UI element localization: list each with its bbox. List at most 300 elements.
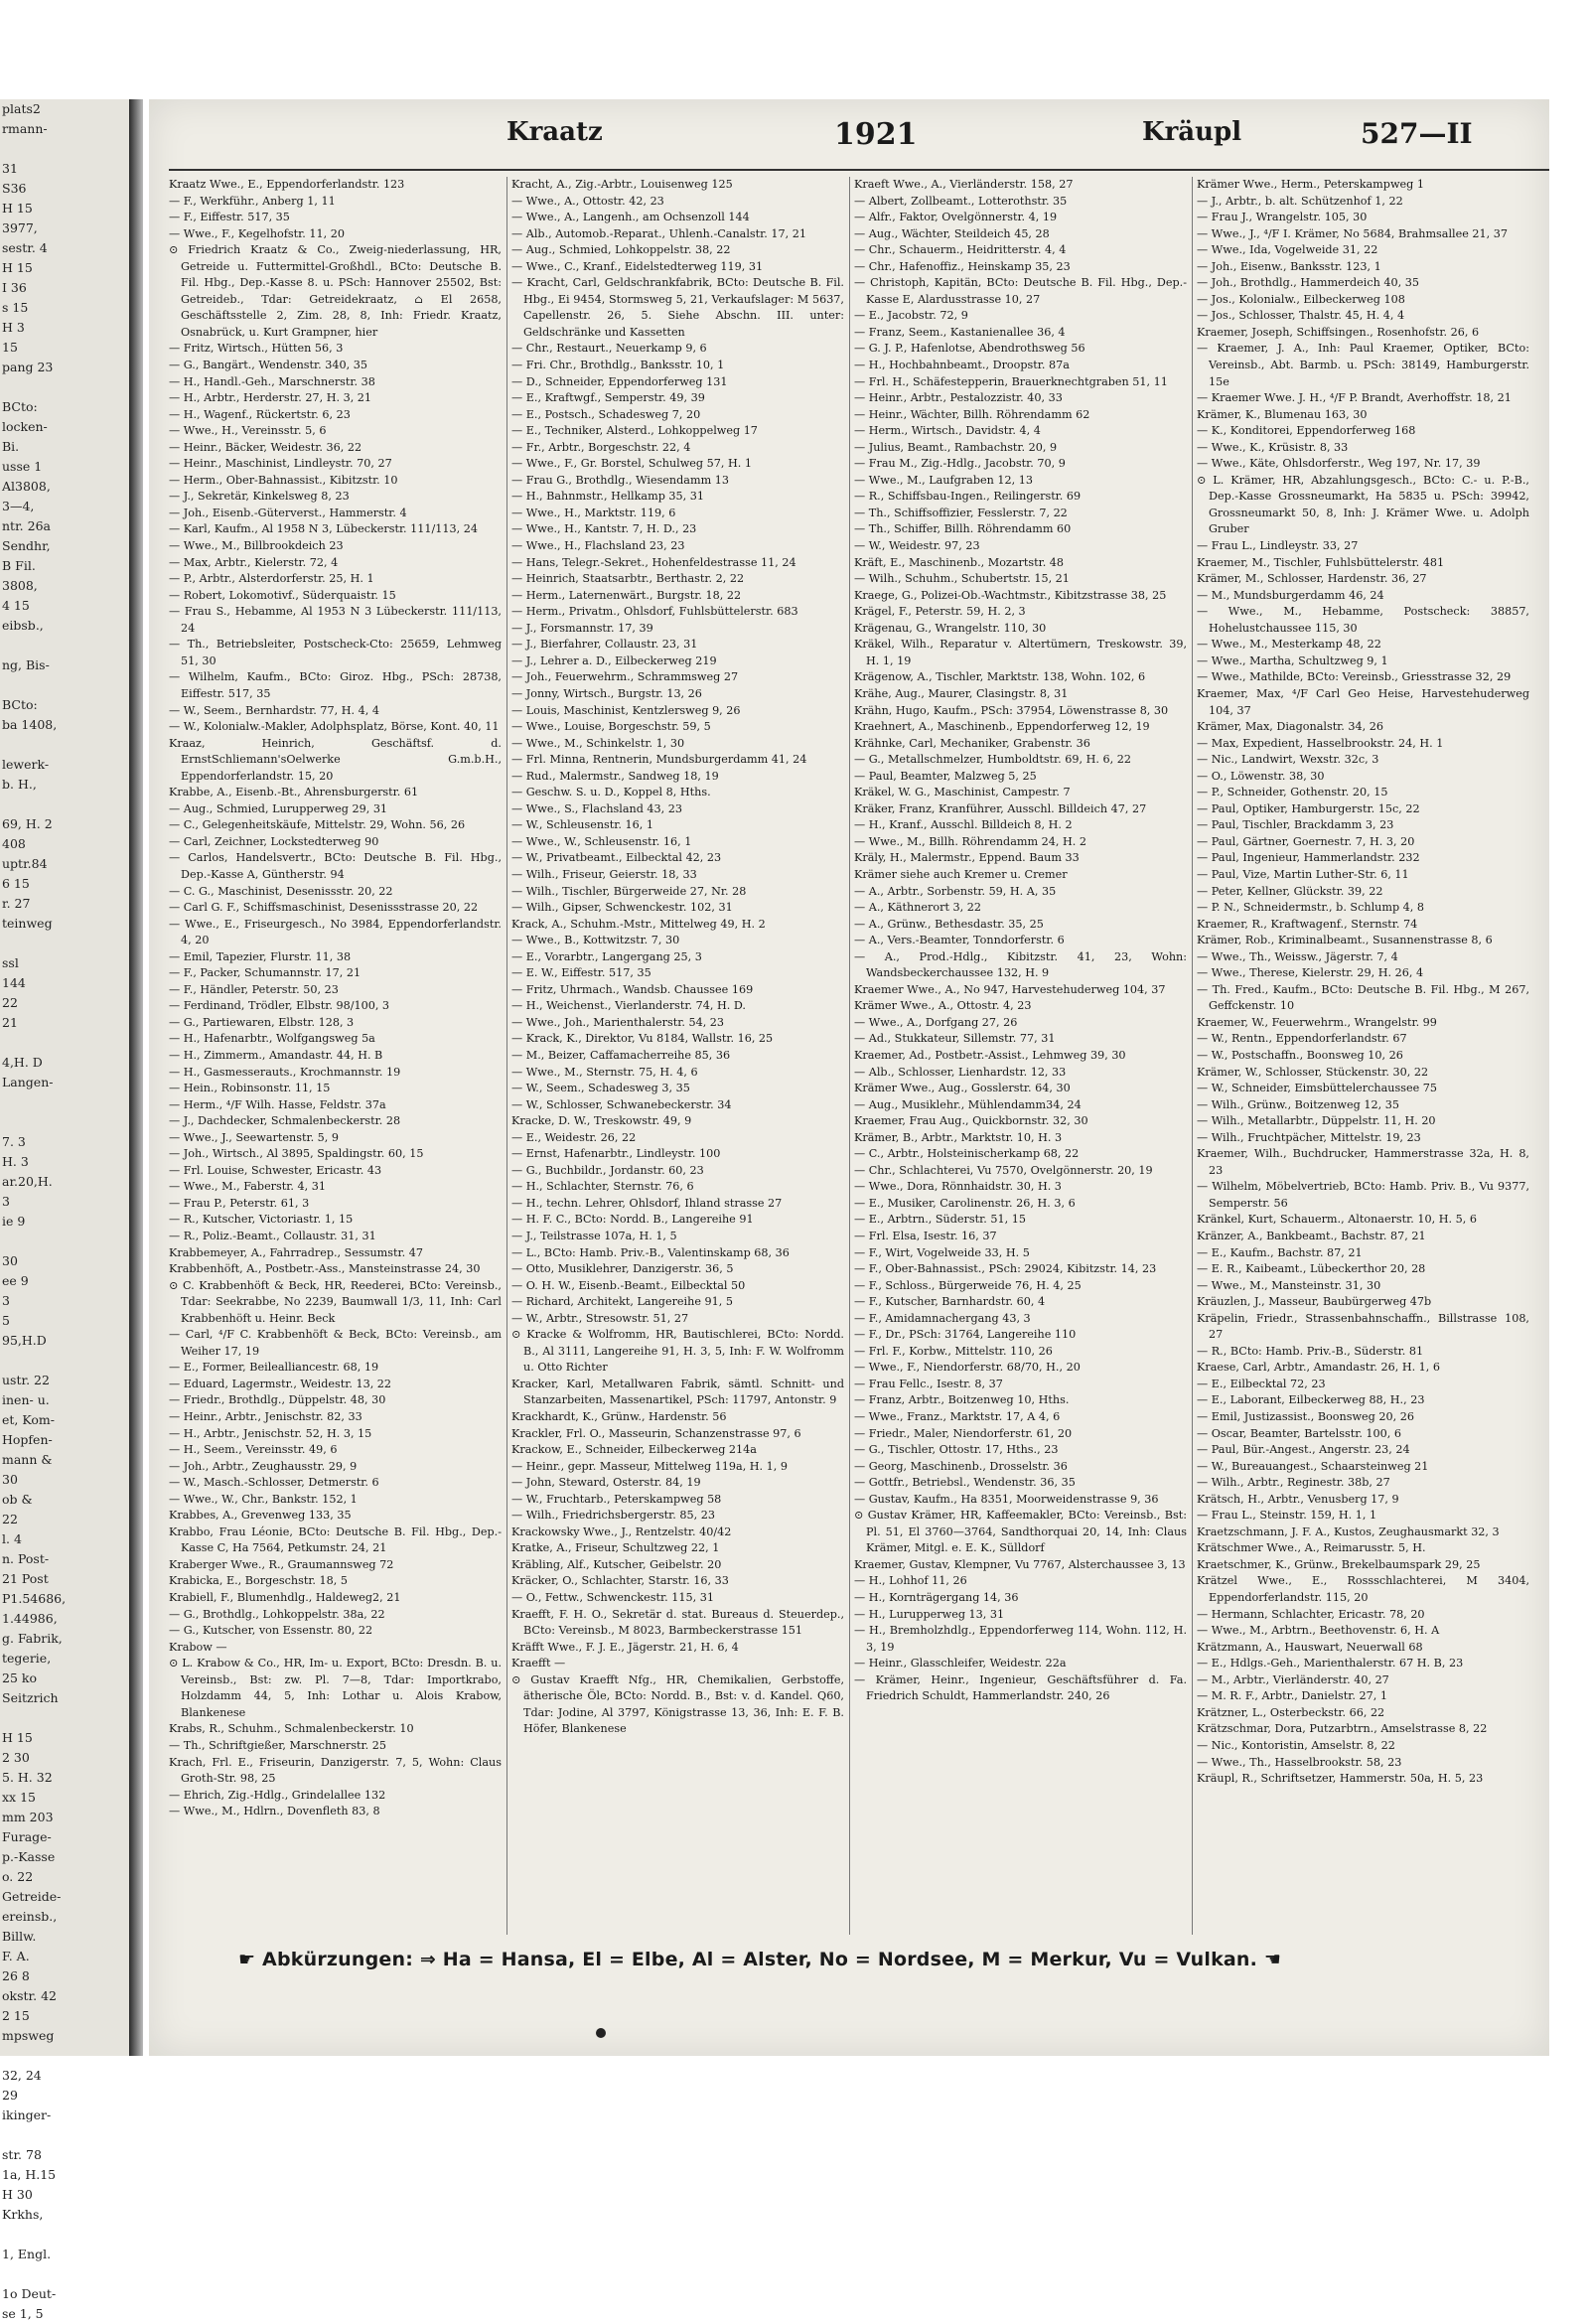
margin-fragment: uptr.84	[2, 856, 48, 871]
directory-entry: — Louis, Maschinist, Kentzlersweg 9, 26	[511, 703, 741, 717]
directory-entry: — Herm., ⁴/F Wilh. Hasse, Feldstr. 37a	[169, 1097, 386, 1111]
margin-fragment: 3977,	[2, 220, 38, 235]
directory-entry: — Fr., Arbtr., Borgeschstr. 22, 4	[511, 440, 691, 454]
margin-fragment: l. 4	[2, 1531, 22, 1546]
margin-fragment: p.-Kasse	[2, 1849, 56, 1864]
directory-entry: — W., Masch.-Schlosser, Detmerstr. 6	[169, 1476, 379, 1490]
margin-fragment: P1.54686,	[2, 1591, 67, 1606]
directory-entry: — Peter, Kellner, Glückstr. 39, 22	[1197, 884, 1383, 898]
directory-entry: — Wwe., M., Mansteinstr. 31, 30	[1197, 1278, 1381, 1292]
directory-entry: — J., Sekretär, Kinkelsweg 8, 23	[169, 490, 350, 504]
directory-entry: — C., Gelegenheitskäufe, Mittelstr. 29, Wohn. 56, 26	[169, 818, 466, 832]
directory-entry: — Wwe., A., Dorfgang 27, 26	[854, 1015, 1018, 1029]
header-year: 1921	[834, 117, 918, 152]
margin-fragment: H 15	[2, 260, 33, 275]
directory-entry: — Frau L., Steinstr. 159, H. 1, 1	[1197, 1509, 1377, 1523]
directory-entry: — H., Arbtr., Jenischstr. 52, H. 3, 15	[169, 1426, 372, 1440]
margin-fragment: et, Kom-	[2, 1412, 55, 1427]
margin-fragment: Getreide-	[2, 1889, 62, 1904]
directory-entry: Kräkel, W. G., Maschinist, Campestr. 7	[854, 786, 1071, 799]
directory-entry: — H., Weichenst., Vierlanderstr. 74, H. D.	[511, 999, 746, 1013]
directory-entry: — W., Fruchtarb., Peterskampweg 58	[511, 1492, 722, 1506]
directory-entry: — E., Techniker, Alsterd., Lohkoppelweg 17	[511, 424, 758, 438]
directory-entry: — M. R. F., Arbtr., Danielstr. 27, 1	[1197, 1689, 1387, 1703]
directory-entry: — P., Arbtr., Alsterdorferstr. 25, H. 1	[169, 572, 374, 586]
margin-fragment: usse 1	[2, 459, 43, 474]
column-3	[854, 177, 1187, 1935]
directory-entry: — Wwe., Franz., Marktstr. 17, A 4, 6	[854, 1410, 1061, 1424]
directory-entry: Krackow, E., Schneider, Eilbeckerweg 214a	[511, 1443, 757, 1457]
margin-fragment: o. 22	[2, 1869, 34, 1884]
directory-entry: — Julius, Beamt., Rambachstr. 20, 9	[854, 440, 1058, 454]
directory-entry: — E., Hdlgs.-Geh., Marienthalerstr. 67 H. B, 23	[1197, 1657, 1464, 1670]
directory-entry: Krätschmer Wwe., A., Reimarusstr. 5, H.	[1197, 1541, 1426, 1555]
margin-fragment: tegerie,	[2, 1651, 52, 1666]
directory-entry: — Gustav, Kaufm., Ha 8351, Moorweidenstrasse 9, 36	[854, 1492, 1159, 1506]
margin-fragment	[0, 2125, 129, 2145]
directory-entry: — H., Wagenf., Rückertstr. 6, 23	[169, 407, 351, 421]
margin-fragment: F. A.	[2, 1949, 30, 1963]
directory-entry: — Wwe., Martha, Schultzweg 9, 1	[1197, 654, 1388, 667]
directory-entry: — Georg, Maschinenb., Drosselstr. 36	[854, 1459, 1068, 1473]
directory-entry: Krämer, K., Blumenau 163, 30	[1197, 407, 1368, 421]
directory-entry: — E., Kraftwgf., Semperstr. 49, 39	[511, 391, 705, 405]
directory-entry: — Gottfr., Betriebsl., Wendenstr. 36, 35	[854, 1476, 1076, 1490]
margin-fragment: Furage-	[2, 1829, 52, 1844]
directory-entry: — Chr., Schauerm., Heidritterstr. 4, 4	[854, 243, 1067, 257]
column-divider	[849, 177, 850, 1935]
directory-entry: — G., Partiewaren, Elbstr. 128, 3	[169, 1015, 355, 1029]
directory-entry: — Kraemer, J. A., Inh: Paul Kraemer, Optiker, BCto: Vereinsb., Abt. Barmb. u. PSch: 38149, Hamburgerstr. 15e	[1197, 342, 1529, 388]
margin-fragment: 22	[2, 995, 18, 1010]
directory-entry: — Frau P., Peterstr. 61, 3	[169, 1196, 310, 1210]
directory-entry: — G., Tischler, Ottostr. 17, Hths., 23	[854, 1443, 1059, 1457]
directory-entry: Kratke, A., Friseur, Schultzweg 22, 1	[511, 1541, 720, 1555]
directory-entry: — Jos., Kolonialw., Eilbeckerweg 108	[1197, 292, 1405, 306]
margin-fragment	[0, 2264, 129, 2284]
header-rule	[169, 169, 1549, 171]
directory-entry: — W., Weidestr. 97, 23	[854, 539, 980, 553]
directory-entry: Krämer Wwe., Herm., Peterskampweg 1	[1197, 178, 1424, 191]
directory-entry: — Nic., Kontoristin, Amselstr. 8, 22	[1197, 1738, 1395, 1752]
directory-entry: — C., Arbtr., Holsteinischerkamp 68, 22	[854, 1147, 1080, 1161]
margin-fragment	[0, 377, 129, 397]
directory-entry: Kräly, H., Malermstr., Eppend. Baum 33	[854, 851, 1080, 865]
directory-entry: — Carl, Zeichner, Lockstedterweg 90	[169, 834, 379, 848]
directory-entry: — E. R., Kaibeamt., Lübeckerthor 20, 28	[1197, 1262, 1426, 1276]
directory-entry: Krack, A., Schuhm.-Mstr., Mittelweg 49, H. 2	[511, 917, 766, 931]
directory-entry: — O. H. W., Eisenb.-Beamt., Eilbecktal 50	[511, 1278, 746, 1292]
directory-entry: — Wilh., Friseur, Geierstr. 18, 33	[511, 867, 697, 881]
directory-entry: — Hein., Robinsonstr. 11, 15	[169, 1082, 331, 1095]
directory-entry: — Frl. F., Korbw., Mittelstr. 110, 26	[854, 1344, 1053, 1358]
directory-entry: Krähnke, Carl, Mechaniker, Grabenstr. 36	[854, 736, 1090, 750]
directory-entry: — Wwe., Therese, Kielerstr. 29, H. 26, 4	[1197, 966, 1424, 980]
directory-entry: — Frau S., Hebamme, Al 1953 N 3 Lübeckerstr. 111/113, 24	[169, 605, 502, 635]
directory-entry: — Heinr., gepr. Masseur, Mittelweg 119a, H. 1, 9	[511, 1459, 789, 1473]
margin-fragment: I 36	[2, 280, 27, 295]
directory-entry: — Paul, Ingenieur, Hammerlandstr. 232	[1197, 851, 1420, 865]
directory-entry: ⊙ C. Krabbenhöft & Beck, HR, Reederei, BCto: Vereinsb., Tdar: Seekrabbe, No 2239, Baumwall 1/3, 11, Inh: Carl Krabbenhöft u. Heinr. Beck	[169, 1278, 502, 1325]
margin-fragment: 408	[2, 836, 26, 851]
margin-fragment: 5. H. 32	[2, 1770, 53, 1785]
directory-entry: — A., Käthnerort 3, 22	[854, 901, 981, 915]
directory-entry: — G., Buchbildr., Jordanstr. 60, 23	[511, 1163, 704, 1177]
directory-entry: — R., Schiffsbau-Ingen., Reilingerstr. 69	[854, 490, 1082, 504]
directory-entry: Kräupl, R., Schriftsetzer, Hammerstr. 50a, H. 5, 23	[1197, 1772, 1484, 1786]
directory-entry: — Wilh., Schuhm., Schubertstr. 15, 21	[854, 572, 1070, 586]
margin-fragment: 29	[2, 2088, 18, 2103]
directory-entry: Krämer siehe auch Kremer u. Cremer	[854, 867, 1068, 881]
directory-entry: — Joh., Wirtsch., Al 3895, Spaldingstr. 60, 15	[169, 1147, 424, 1161]
directory-entry: — G., Kutscher, von Essenstr. 80, 22	[169, 1624, 373, 1638]
directory-entry: ⊙ Friedrich Kraatz & Co., Zweig-niederlassung, HR, Getreide u. Futtermittel-Großhdl., BCto: Deutsche B. Fil. Hbg., Dep.-Kasse 8. u. PSch: Hannover 25502, Bst: Getreideb., Tdar: Getreidekraatz, ⌂ El 2658, Geschäftsstelle 2, Zim. 28, 8, Inh: Friedr. Kraatz, Osnabrück, u. Kurt Grampner, hier	[169, 243, 502, 339]
directory-entry: — Th., Schiffer, Billh. Röhrendamm 60	[854, 522, 1072, 536]
directory-entry: Kracker, Karl, Metallwaren Fabrik, sämtl. Schnitt- und Stanzarbeiten, Massenartikel, PSch: 11797, Antonstr. 9	[511, 1377, 844, 1407]
directory-entry: Kraege, G., Polizei-Ob.-Wachtmstr., Kibitzstrasse 38, 25	[854, 588, 1167, 602]
directory-entry: — J., Lehrer a. D., Eilbeckerweg 219	[511, 654, 717, 667]
directory-entry: — Eduard, Lagermstr., Weidestr. 13, 22	[169, 1377, 392, 1390]
header-first-entry: Kraatz	[506, 117, 603, 147]
directory-entry: — Joh., Brothdlg., Hammerdeich 40, 35	[1197, 276, 1419, 290]
abbreviation-legend: ☛ Abkürzungen: ⇒ Ha = Hansa, El = Elbe, Al = Alster, No = Nordsee, M = Merkur, Vu = Vulkan. ☚	[238, 1949, 1282, 1970]
directory-entry: — E., Laborant, Eilbeckerweg 88, H., 23	[1197, 1393, 1425, 1407]
directory-entry: — Krämer, Heinr., Ingenieur, Geschäftsführer d. Fa. Friedrich Schuldt, Hammerlandstr. 240, 26	[854, 1672, 1187, 1703]
margin-fragment: 2 15	[2, 2008, 30, 2023]
margin-fragment: Sendhr,	[2, 538, 51, 553]
directory-entry: — F., Werkführ., Anberg 1, 11	[169, 194, 336, 208]
margin-fragment	[0, 139, 129, 159]
directory-entry: Kräft, E., Maschinenb., Mozartstr. 48	[854, 555, 1065, 569]
directory-entry: — Aug., Schmied, Lohkoppelstr. 38, 22	[511, 243, 731, 257]
directory-entry: — Wilh., Fruchtpächer, Mittelstr. 19, 23	[1197, 1130, 1421, 1144]
directory-entry: Krämer Wwe., Aug., Gosslerstr. 64, 30	[854, 1082, 1071, 1095]
column-2	[511, 177, 844, 1935]
directory-entry: — G., Brothdlg., Lohkoppelstr. 38a, 22	[169, 1607, 385, 1621]
directory-entry: — F., Wirt, Vogelweide 33, H. 5	[854, 1245, 1030, 1259]
directory-entry: — Chr., Schlachterei, Vu 7570, Ovelgönnerstr. 20, 19	[854, 1163, 1153, 1177]
margin-fragment: n. Post-	[2, 1551, 50, 1566]
margin-fragment: mpsweg	[2, 2028, 55, 2043]
directory-entry: — Wwe., K., Krüsistr. 8, 33	[1197, 440, 1349, 454]
margin-fragment: 144	[2, 975, 26, 990]
directory-entry: — Jonny, Wirtsch., Burgstr. 13, 26	[511, 686, 702, 700]
directory-entry: — Wwe., Dora, Rönnhaidstr. 30, H. 3	[854, 1180, 1062, 1194]
directory-entry: — E., Eilbecktal 72, 23	[1197, 1377, 1326, 1390]
directory-entry: — Friedr., Brothdlg., Düppelstr. 48, 30	[169, 1393, 386, 1407]
margin-fragment: BCto:	[2, 399, 38, 414]
margin-fragment: BCto:	[2, 697, 38, 712]
margin-fragment: 1, Engl.	[2, 2247, 52, 2261]
directory-entry: Kraaz, Heinrich, Geschäftsf. d. ErnstSchliemann'sOelwerke G.m.b.H., Eppendorferlandstr. 15, 20	[169, 736, 502, 783]
directory-entry: — Herm., Laternenwärt., Burgstr. 18, 22	[511, 588, 742, 602]
directory-entry: Kraemer, Ad., Postbetr.-Assist., Lehmweg 39, 30	[854, 1048, 1126, 1062]
directory-entry: — Krack, K., Direktor, Vu 8184, Wallstr. 16, 25	[511, 1032, 774, 1046]
directory-entry: — Nic., Landwirt, Wexstr. 32c, 3	[1197, 753, 1379, 767]
directory-entry: — Paul, Bür.-Angest., Angerstr. 23, 24	[1197, 1443, 1410, 1457]
directory-entry: — F., Packer, Schumannstr. 17, 21	[169, 966, 361, 980]
directory-entry: — Wwe., F., Gr. Borstel, Schulweg 57, H. 1	[511, 457, 752, 471]
directory-entry: — Wilhelm, Kaufm., BCto: Giroz. Hbg., PSch: 28738, Eiffestr. 517, 35	[169, 670, 502, 700]
directory-entry: Krackhardt, K., Grünw., Hardenstr. 56	[511, 1410, 727, 1424]
directory-entry: Kraetzschmann, J. F. A., Kustos, Zeughausmarkt 32, 3	[1197, 1525, 1500, 1538]
directory-entry: — H., Schlachter, Sternstr. 76, 6	[511, 1180, 694, 1194]
margin-fragment: ssl	[2, 955, 19, 970]
directory-entry: — Aug., Musiklehr., Mühlendamm34, 24	[854, 1097, 1082, 1111]
directory-entry: ⊙ L. Krabow & Co., HR, Im- u. Export, BCto: Dresdn. B. u. Vereinsb., Bst: zw. Pl. 7—8, Tdar: Importkrabo, Holzdamm 44, 5, Inh: Lothar u. Alois Krabow, Blankenese	[169, 1657, 502, 1719]
directory-entry: — Wwe., H., Vereinsstr. 5, 6	[169, 424, 327, 438]
directory-entry: — J., Forsmannstr. 17, 39	[511, 621, 653, 635]
margin-fragment	[0, 636, 129, 655]
directory-entry: — Wilh., Metallarbtr., Düppelstr. 11, H. 20	[1197, 1114, 1436, 1128]
directory-entry: — Wwe., M., Arbtrn., Beethovenstr. 6, H. A	[1197, 1624, 1440, 1638]
header-last-entry: Kräupl	[1142, 117, 1242, 147]
directory-entry: — Fri. Chr., Brothdlg., Banksstr. 10, 1	[511, 359, 725, 372]
margin-fragment	[0, 735, 129, 755]
directory-entry: — H., Bahnmstr., Hellkamp 35, 31	[511, 490, 704, 504]
margin-fragment: 95,H.D	[2, 1333, 47, 1348]
margin-fragment: s 15	[2, 300, 29, 315]
directory-entry: — Wwe., W., Chr., Bankstr. 152, 1	[169, 1492, 358, 1506]
directory-entry: — H., Kornträgergang 14, 36	[854, 1591, 1019, 1605]
directory-entry: — Albert, Zollbeamt., Lotterothstr. 35	[854, 194, 1068, 208]
directory-entry: — Ad., Stukkateur, Sillemstr. 77, 31	[854, 1032, 1056, 1046]
directory-entry: — H., Kranf., Ausschl. Billdeich 8, H. 2	[854, 818, 1073, 832]
directory-entry: — Franz, Arbtr., Boitzenweg 10, Hths.	[854, 1393, 1070, 1407]
margin-fragment: teinweg	[2, 916, 53, 931]
directory-entry: Kraemer, W., Feuerwehrm., Wrangelstr. 99	[1197, 1015, 1437, 1029]
margin-fragment: ie 9	[2, 1214, 26, 1229]
directory-entry: — Wwe., W., Schleusenstr. 16, 1	[511, 834, 692, 848]
directory-entry: — Wwe., Käte, Ohlsdorferstr., Weg 197, Nr. 17, 39	[1197, 457, 1481, 471]
margin-fragment: 2 30	[2, 1750, 30, 1765]
margin-fragment: 3	[2, 1194, 10, 1209]
margin-fragment: r. 27	[2, 896, 31, 911]
margin-fragment: ar.20,H.	[2, 1174, 53, 1189]
directory-entry: — A., Prod.-Hdlg., Kibitzstr. 41, 23, Wohn: Wandsbeckerchaussee 132, H. 9	[854, 949, 1187, 980]
directory-entry: — E., Postsch., Schadesweg 7, 20	[511, 407, 701, 421]
directory-entry: — W., Schleusenstr. 16, 1	[511, 818, 653, 832]
directory-entry: — H., Hafenarbtr., Wolfgangsweg 5a	[169, 1032, 375, 1046]
directory-entry: — Wwe., C., Kranf., Eidelstedterweg 119, 31	[511, 259, 764, 273]
directory-entry: — F., Schloss., Bürgerweide 76, H. 4, 25	[854, 1278, 1082, 1292]
margin-fragment: ikinger-	[2, 2107, 52, 2122]
directory-entry: — E., Musiker, Carolinenstr. 26, H. 3, 6	[854, 1196, 1076, 1210]
directory-entry: — A., Grünw., Bethesdastr. 35, 25	[854, 917, 1044, 931]
directory-entry: Kraemer, Joseph, Schiffsingen., Rosenhofstr. 26, 6	[1197, 325, 1480, 339]
margin-fragment: ntr. 26a	[2, 518, 51, 533]
directory-entry: — Joh., Eisenw., Banksstr. 123, 1	[1197, 259, 1381, 273]
margin-fragment: 22	[2, 1512, 18, 1526]
margin-fragment	[0, 1033, 129, 1053]
directory-entry: — Wwe., M., Billbrookdeich 23	[169, 539, 344, 553]
directory-entry: — J., Dachdecker, Schmalenbeckerstr. 28	[169, 1114, 401, 1128]
directory-entry: — Wwe., Ida, Vogelweide 31, 22	[1197, 243, 1378, 257]
directory-entry: — Paul, Gärtner, Goernestr. 7, H. 3, 20	[1197, 834, 1415, 848]
margin-fragment	[0, 1708, 129, 1728]
directory-entry: — Joh., Arbtr., Zeughausstr. 29, 9	[169, 1459, 358, 1473]
margin-fragment: 30	[2, 1253, 18, 1268]
column-divider	[1192, 177, 1193, 1935]
directory-entry: — Otto, Musiklehrer, Danzigerstr. 36, 5	[511, 1262, 734, 1276]
directory-entry: — Frau J., Wrangelstr. 105, 30	[1197, 211, 1368, 224]
directory-entry: — Wwe., F., Niendorferstr. 68/70, H., 20	[854, 1361, 1081, 1375]
directory-entry: Krabbemeyer, A., Fahrradrep., Sessumstr. 47	[169, 1245, 423, 1259]
directory-entry: Kräcker, O., Schlachter, Starstr. 16, 33	[511, 1574, 729, 1588]
directory-entry: — E., Vorarbtr., Langergang 25, 3	[511, 949, 702, 963]
directory-entry: — F., Kutscher, Barnhardstr. 60, 4	[854, 1295, 1046, 1309]
directory-entry: — O., Löwenstr. 38, 30	[1197, 769, 1325, 783]
margin-fragment: inen- u.	[2, 1392, 50, 1407]
directory-entry: Krägenow, A., Tischler, Marktstr. 138, Wohn. 102, 6	[854, 670, 1146, 684]
directory-entry: Kracke, D. W., Treskowstr. 49, 9	[511, 1114, 692, 1128]
directory-entry: — G. J. P., Hafenlotse, Abendrothsweg 56	[854, 342, 1085, 356]
directory-entry: Kraefft, F. H. O., Sekretär d. stat. Bureaus d. Steuerdep., BCto: Vereinsb., M 8023, Barmbeckerstrasse 151	[511, 1607, 844, 1638]
directory-entry: — Fritz, Wirtsch., Hütten 56, 3	[169, 342, 344, 356]
adjacent-page-fragment	[0, 99, 129, 2321]
margin-fragment: B Fil.	[2, 558, 36, 573]
directory-entry: — Frl. H., Schäfestepperin, Brauerknechtgraben 51, 11	[854, 374, 1168, 388]
directory-entry: — M., Beizer, Caffamacherreihe 85, 36	[511, 1048, 731, 1062]
directory-entry: Kräbling, Alf., Kutscher, Geibelstr. 20	[511, 1557, 722, 1571]
directory-entry: — Wwe., H., Marktstr. 119, 6	[511, 506, 676, 519]
directory-entry: — Wwe., Louise, Borgeschstr. 59, 5	[511, 720, 711, 734]
directory-entry: — Robert, Lokomotivf., Süderquaistr. 15	[169, 588, 396, 602]
margin-fragment: Langen-	[2, 1075, 54, 1089]
margin-fragment: ereinsb.,	[2, 1909, 58, 1924]
margin-fragment	[0, 2225, 129, 2245]
directory-entry: — Wwe., Mathilde, BCto: Vereinsb., Griesstrasse 32, 29	[1197, 670, 1512, 684]
directory-entry: — Jos., Schlosser, Thalstr. 45, H. 4, 4	[1197, 309, 1405, 323]
directory-entry: — Joh., Feuerwehrm., Schrammsweg 27	[511, 670, 739, 684]
margin-fragment: locken-	[2, 419, 48, 434]
directory-entry: — Paul, Beamter, Malzweg 5, 25	[854, 769, 1037, 783]
margin-fragment: H 15	[2, 1730, 33, 1745]
directory-entry: — Wwe., H., Flachsland 23, 23	[511, 539, 685, 553]
directory-entry: Krägenau, G., Wrangelstr. 110, 30	[854, 621, 1047, 635]
directory-entry: — E., Kaufm., Bachstr. 87, 21	[1197, 1245, 1363, 1259]
margin-fragment	[0, 934, 129, 953]
directory-entry: Krämer, W., Schlosser, Stückenstr. 30, 22	[1197, 1065, 1429, 1079]
directory-entry: Krätzmann, A., Hauswart, Neuerwall 68	[1197, 1640, 1423, 1654]
directory-entry: — H., Gasmesserauts., Krochmannstr. 19	[169, 1065, 401, 1079]
directory-entry: — Th., Schiffsoffizier, Fesslerstr. 7, 22	[854, 506, 1068, 519]
directory-entry: — H. F. C., BCto: Nordd. B., Langereihe 91	[511, 1213, 754, 1227]
margin-fragment: xx 15	[2, 1790, 36, 1805]
directory-entry: — Wwe., Th., Hasselbrookstr. 58, 23	[1197, 1755, 1402, 1769]
scan-top-margin	[0, 0, 1589, 56]
directory-entry: — Ferdinand, Trödler, Elbstr. 98/100, 3	[169, 999, 390, 1013]
directory-entry: Kraese, Carl, Arbtr., Amandastr. 26, H. 1, 6	[1197, 1361, 1441, 1375]
page-number: 527—II	[1361, 117, 1473, 150]
margin-fragment: 7. 3	[2, 1134, 26, 1149]
directory-entry: Kraeft Wwe., A., Vierländerstr. 158, 27	[854, 178, 1074, 191]
directory-entry: — Frau G., Brothdlg., Wiesendamm 13	[511, 473, 729, 487]
directory-entry: — Wwe., E., Friseurgesch., No 3984, Eppendorferlandstr. 4, 20	[169, 917, 502, 947]
directory-entry: — Heinr., Bäcker, Weidestr. 36, 22	[169, 440, 362, 454]
margin-fragment: 1a, H.15	[2, 2167, 57, 2182]
directory-entry: — Wwe., M., Schinkelstr. 1, 30	[511, 736, 685, 750]
margin-fragment: ba 1408,	[2, 717, 58, 732]
directory-entry: — Wwe., H., Kantstr. 7, H. D., 23	[511, 522, 697, 536]
directory-entry: — Carl G. F., Schiffsmaschinist, Desenissstrasse 20, 22	[169, 901, 479, 915]
margin-fragment: 25 ko	[2, 1670, 37, 1685]
margin-fragment: 1.44986,	[2, 1611, 58, 1626]
directory-entry: — Wwe., Joh., Marienthalerstr. 54, 23	[511, 1015, 725, 1029]
directory-entry: — Aug., Wächter, Steildeich 45, 28	[854, 226, 1050, 240]
directory-entry: — W., Schlosser, Schwanebeckerstr. 34	[511, 1097, 732, 1111]
directory-entry: Krätzel Wwe., E., Rossschlachterei, M 3404, Eppendorferlandstr. 115, 20	[1197, 1574, 1529, 1605]
directory-entry: Kraemer, Max, ⁴/F Carl Geo Heise, Harvestehuderweg 104, 37	[1197, 686, 1529, 717]
directory-entry: — Fritz, Uhrmach., Wandsb. Chaussee 169	[511, 982, 754, 996]
directory-entry: — F., Eiffestr. 517, 35	[169, 211, 290, 224]
directory-entry: — H., techn. Lehrer, Ohlsdorf, Ihland strasse 27	[511, 1196, 783, 1210]
directory-entry: Kräker, Franz, Kranführer, Ausschl. Billdeich 47, 27	[854, 801, 1147, 815]
directory-entry: — Emil, Tapezier, Flurstr. 11, 38	[169, 949, 352, 963]
directory-entry: — Wwe., F., Kegelhofstr. 11, 20	[169, 226, 345, 240]
directory-entry: — C. G., Maschinist, Desenissstr. 20, 22	[169, 884, 393, 898]
directory-entry: — Herm., Privatm., Ohlsdorf, Fuhlsbüttelerstr. 683	[511, 605, 798, 619]
directory-entry: — W., Kolonialw.-Makler, Adolphsplatz, Börse, Kont. 40, 11	[169, 720, 500, 734]
directory-entry: — Herm., Wirtsch., Davidstr. 4, 4	[854, 424, 1041, 438]
directory-entry: — Alfr., Faktor, Ovelgönnerstr. 4, 19	[854, 211, 1058, 224]
directory-entry: — Wwe., M., Mesterkamp 48, 22	[1197, 638, 1381, 652]
directory-entry: Krabbes, A., Grevenweg 133, 35	[169, 1509, 352, 1523]
margin-fragment	[0, 675, 129, 695]
directory-entry: Krackowsky Wwe., J., Rentzelstr. 40/42	[511, 1525, 732, 1538]
directory-entry: Kracht, A., Zig.-Arbtr., Louisenweg 125	[511, 178, 733, 191]
margin-fragment: 5	[2, 1313, 10, 1328]
directory-entry: — M., Mundsburgerdamm 46, 24	[1197, 588, 1384, 602]
margin-fragment	[0, 2046, 129, 2066]
directory-entry: Kraehnert, A., Maschinenb., Eppendorferweg 12, 19	[854, 720, 1150, 734]
margin-fragment: 6 15	[2, 876, 30, 891]
directory-entry: — Friedr., Maler, Niendorferstr. 61, 20	[854, 1426, 1073, 1440]
margin-fragment: okstr. 42	[2, 1988, 57, 2003]
directory-entry: — Wwe., B., Kottwitzstr. 7, 30	[511, 934, 680, 947]
directory-entry: Kraemer, R., Kraftwagenf., Sternstr. 74	[1197, 917, 1418, 931]
margin-fragment: ng, Bis-	[2, 657, 50, 672]
directory-entry: — Frl. Minna, Rentnerin, Mundsburgerdamm 41, 24	[511, 753, 807, 767]
directory-entry: — Th. Fred., Kaufm., BCto: Deutsche B. Fil. Hbg., M 267, Geffckenstr. 10	[1197, 982, 1529, 1013]
directory-entry: Kraatz Wwe., E., Eppendorferlandstr. 123	[169, 178, 405, 191]
margin-fragment: 69, H. 2	[2, 816, 53, 831]
directory-entry: — H., Lurupperweg 13, 31	[854, 1607, 1005, 1621]
directory-entry: — Wwe., A., Langenh., am Ochsenzoll 144	[511, 211, 750, 224]
directory-entry: — M., Arbtr., Vierländerstr. 40, 27	[1197, 1672, 1389, 1686]
directory-entry: — Emil, Justizassist., Boonsweg 20, 26	[1197, 1410, 1414, 1424]
directory-entry: — R., BCto: Hamb. Priv.-B., Süderstr. 81	[1197, 1344, 1424, 1358]
directory-entry: — W., Rentn., Eppendorferlandstr. 67	[1197, 1032, 1407, 1046]
column-divider	[506, 177, 507, 1935]
directory-entry: — Aug., Schmied, Lurupperweg 29, 31	[169, 801, 388, 815]
margin-fragment: S36	[2, 181, 27, 196]
margin-fragment: b. H.,	[2, 777, 37, 792]
directory-entry: Krätzner, L., Osterbeckstr. 66, 22	[1197, 1705, 1385, 1719]
directory-entry: — Chr., Restaurt., Neuerkamp 9, 6	[511, 342, 707, 356]
directory-entry: — Wilh., Friedrichsbergerstr. 85, 23	[511, 1509, 715, 1523]
directory-entry: — Richard, Architekt, Langereihe 91, 5	[511, 1295, 733, 1309]
directory-entry: Krähn, Hugo, Kaufm., PSch: 37954, Löwenstrasse 8, 30	[854, 703, 1169, 717]
directory-entry: — Wilhelm, Möbelvertrieb, BCto: Hamb. Priv. B., Vu 9377, Semperstr. 56	[1197, 1180, 1529, 1210]
margin-fragment: Hopfen-	[2, 1432, 53, 1447]
directory-entry: — A., Vers.-Beamter, Tonndorferstr. 6	[854, 934, 1065, 947]
directory-entry: — W., Seem., Bernhardstr. 77, H. 4, 4	[169, 703, 379, 717]
directory-entry: — Hermann, Schlachter, Ericastr. 78, 20	[1197, 1607, 1425, 1621]
margin-fragment: plats2	[2, 101, 41, 116]
directory-entry: — Heinr., Maschinist, Lindleystr. 70, 27	[169, 457, 392, 471]
page-header	[149, 117, 1549, 157]
